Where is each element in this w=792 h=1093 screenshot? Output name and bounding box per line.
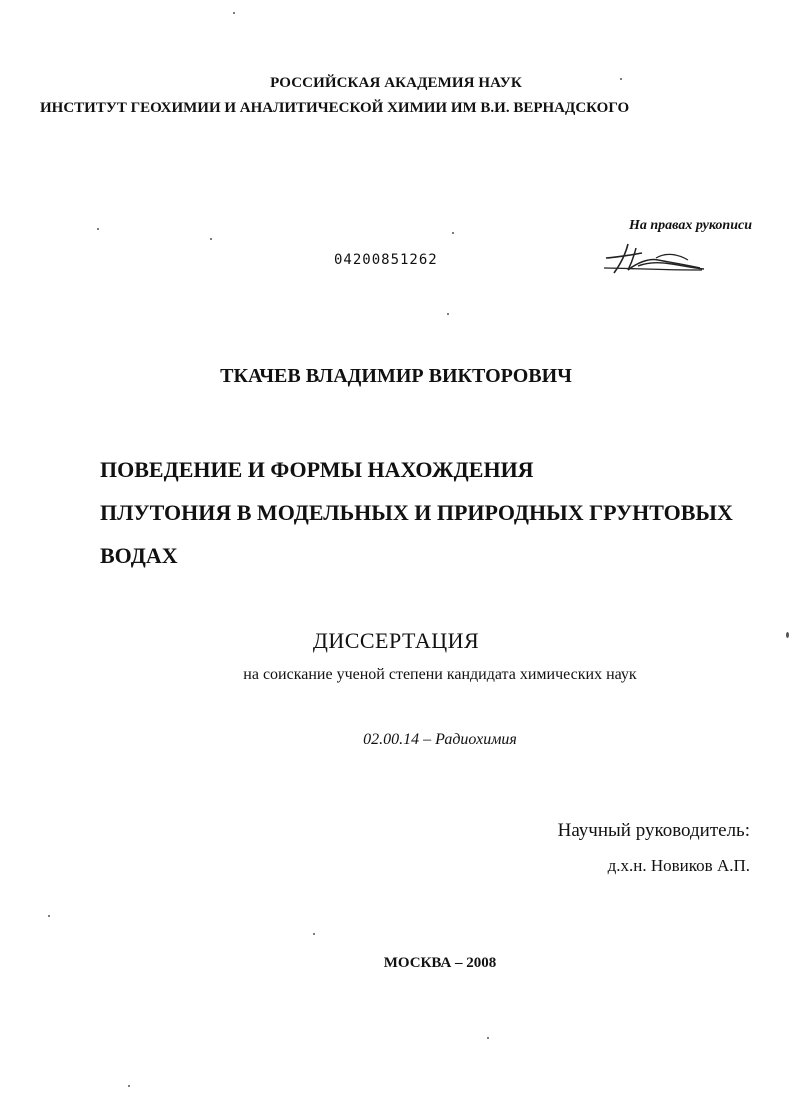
scan-speck (210, 238, 212, 240)
author-name: ТКАЧЕВ ВЛАДИМИР ВИКТОРОВИЧ (220, 365, 572, 387)
scan-speck (786, 632, 789, 638)
academy-name: РОССИЙСКАЯ АКАДЕМИЯ НАУК (270, 75, 522, 91)
scan-speck (97, 228, 99, 230)
scan-speck (128, 1085, 130, 1087)
scan-speck (233, 12, 235, 14)
scan-speck (313, 933, 315, 935)
degree-line: на соискание ученой степени кандидата химических наук (243, 666, 637, 683)
institute-name: ИНСТИТУТ ГЕОХИМИИ И АНАЛИТИЧЕСКОЙ ХИМИИ ИМ В.И. ВЕРНАДСКОГО (40, 100, 630, 116)
specialty-code: 02.00.14 – Радиохимия (363, 731, 517, 748)
dissertation-title (100, 448, 780, 577)
title-line: ПЛУТОНИЯ В МОДЕЛЬНЫХ И ПРИРОДНЫХ ГРУНТОВЫХ (100, 500, 733, 525)
document-type: ДИССЕРТАЦИЯ (312, 628, 480, 653)
handwritten-signature (598, 240, 710, 280)
rights-note: На правах рукописи (629, 218, 752, 233)
scan-speck (620, 78, 622, 80)
scan-speck (447, 313, 449, 315)
catalog-code: 04200851262 (334, 252, 438, 268)
city-year: МОСКВА – 2008 (383, 955, 497, 971)
supervisor-name: д.х.н. Новиков А.П. (607, 856, 750, 875)
scan-speck (487, 1037, 489, 1039)
title-line: ВОДАХ (100, 543, 178, 568)
supervisor-label: Научный руководитель: (557, 820, 750, 841)
title-line: ПОВЕДЕНИЕ И ФОРМЫ НАХОЖДЕНИЯ (100, 457, 534, 482)
scan-speck (452, 232, 454, 234)
scan-speck (48, 915, 50, 917)
